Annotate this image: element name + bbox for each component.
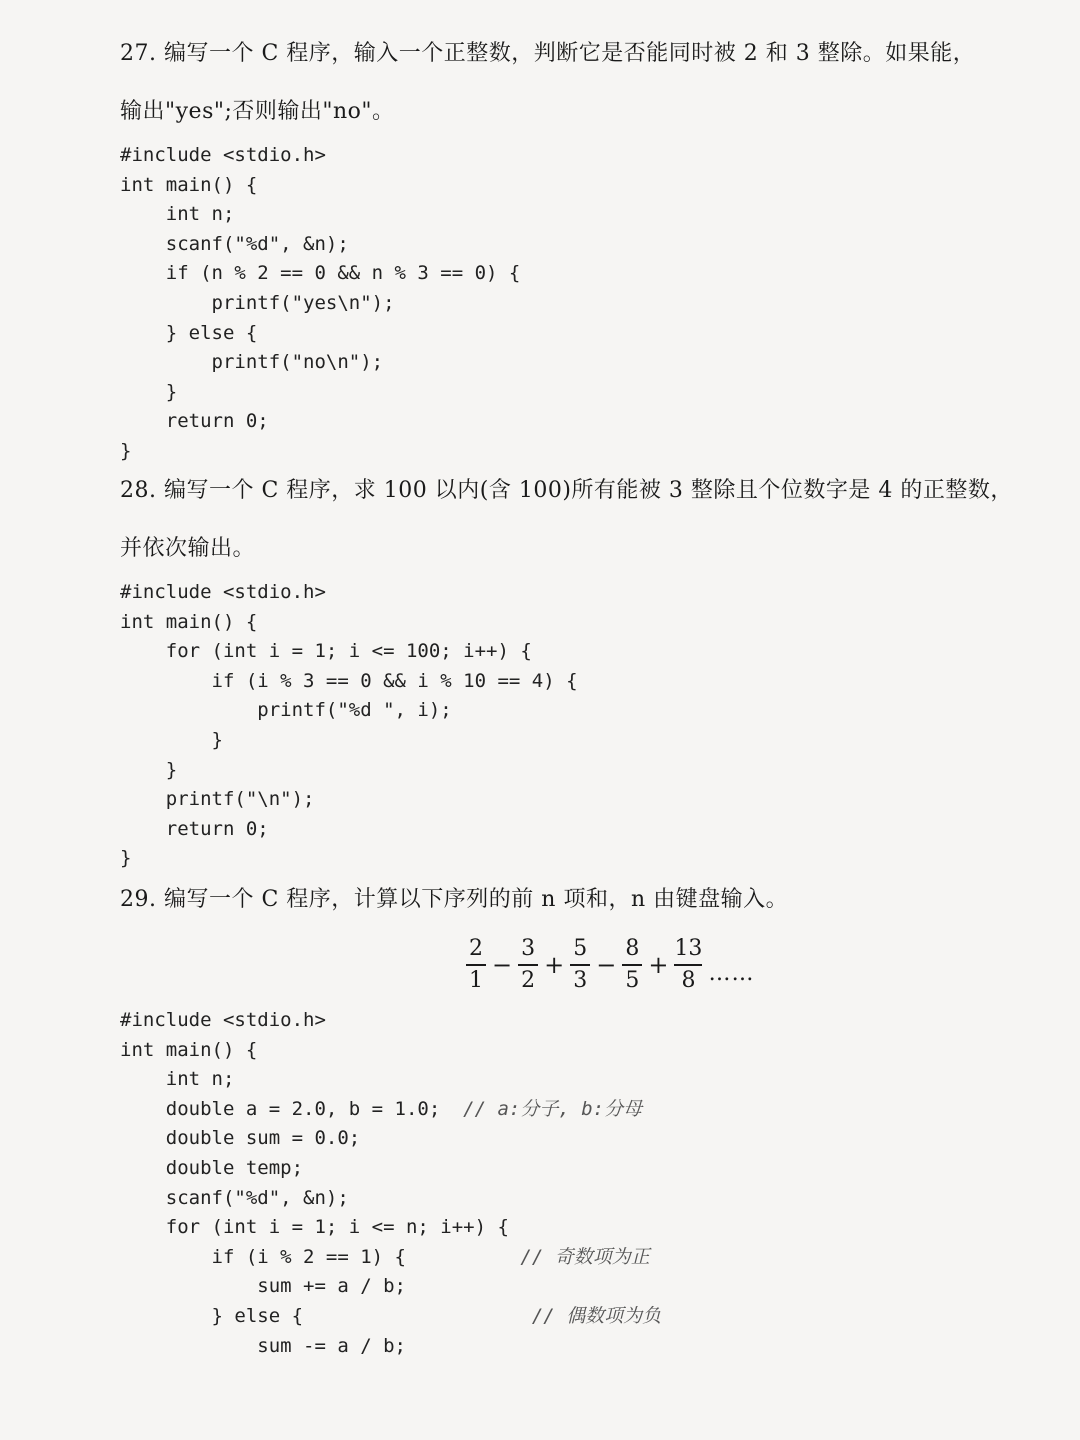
question-28-line-2: 并依次输出。	[120, 536, 256, 561]
code-line	[120, 608, 578, 638]
fraction-bar	[466, 964, 486, 966]
code-line	[120, 289, 520, 319]
denominator: 2	[521, 968, 536, 993]
code-text: }	[120, 728, 223, 751]
code-line	[120, 1302, 661, 1332]
code-text: }	[120, 380, 178, 403]
code-text: return 0;	[120, 817, 269, 840]
code-comment: // 奇数项为正	[520, 1245, 650, 1268]
code-line	[120, 726, 578, 756]
code-line	[120, 785, 578, 815]
code-line	[120, 141, 520, 171]
code-line	[120, 756, 578, 786]
question-27-line-2: 输出"yes";否则输出"no"。	[120, 99, 395, 124]
code-text: #include <stdio.h>	[120, 1009, 326, 1031]
code-text: return 0;	[120, 410, 269, 433]
denominator: 5	[625, 968, 640, 993]
code-text: int n;	[120, 203, 235, 226]
code-text: scanf("%d", &n);	[120, 232, 349, 255]
code-line	[120, 319, 520, 349]
denominator: 3	[573, 968, 588, 993]
code-line	[120, 1036, 661, 1066]
code-text: for (int i = 1; i <= 100; i++) {	[120, 640, 532, 663]
code-line	[120, 844, 578, 874]
numerator: 8	[625, 936, 640, 961]
code-block-28	[120, 578, 578, 874]
code-line	[120, 578, 578, 608]
numerator: 5	[573, 936, 588, 961]
code-text: printf("\n");	[120, 788, 315, 811]
ellipsis: ……	[708, 961, 755, 986]
code-text: if (i % 2 == 1) {	[120, 1245, 521, 1268]
code-text: int main() {	[120, 1038, 258, 1061]
code-line	[120, 667, 578, 697]
code-text: double temp;	[120, 1156, 304, 1179]
code-line	[120, 378, 520, 408]
fraction-term-3	[566, 936, 594, 994]
question-28-line-1: 28. 编写一个 C 程序，求 100 以内(含 100)所有能被 3 整除且个位数字是 4 的正整数，	[120, 478, 1013, 503]
denominator: 1	[469, 968, 483, 993]
code-text: }	[120, 758, 178, 781]
code-text: int n;	[120, 1068, 235, 1091]
series-formula	[462, 936, 754, 994]
code-text: if (i % 3 == 0 && i % 10 == 4) {	[120, 669, 578, 692]
code-line	[120, 1213, 661, 1243]
code-block-27	[120, 141, 520, 467]
fraction-term-1	[462, 936, 490, 994]
code-line	[120, 815, 578, 845]
fraction-term-4	[618, 936, 646, 994]
question-29-line-1: 29. 编写一个 C 程序，计算以下序列的前 n 项和，n 由键盘输入。	[120, 887, 789, 912]
numerator: 2	[469, 936, 483, 961]
code-line	[120, 696, 578, 726]
code-line	[120, 1243, 661, 1273]
code-text: printf("yes\n");	[120, 291, 395, 314]
question-27-line-1: 27. 编写一个 C 程序，输入一个正整数，判断它是否能同时被 2 和 3 整除。如果能，	[120, 41, 976, 66]
operator: +	[648, 951, 669, 979]
code-line	[120, 637, 578, 667]
code-text: } else {	[120, 1304, 532, 1327]
code-line	[120, 171, 520, 201]
fraction-term-5	[670, 936, 706, 994]
denominator: 8	[681, 968, 696, 993]
code-text: printf("no\n");	[120, 351, 384, 374]
code-text: sum -= a / b;	[120, 1334, 406, 1357]
code-text: sum += a / b;	[120, 1275, 406, 1298]
code-line	[120, 259, 520, 289]
code-line	[120, 348, 520, 378]
code-line	[120, 1154, 661, 1184]
code-line	[120, 200, 520, 230]
code-line	[120, 437, 520, 467]
code-text: printf("%d ", i);	[120, 699, 452, 722]
code-line	[120, 1065, 661, 1095]
code-text: #include <stdio.h>	[120, 144, 326, 166]
operator: −	[492, 951, 513, 979]
code-text: }	[120, 847, 132, 870]
code-line	[120, 1095, 661, 1125]
code-text: int main() {	[120, 173, 258, 196]
code-comment: // a:分子, b:分母	[463, 1097, 643, 1120]
code-text: for (int i = 1; i <= n; i++) {	[120, 1216, 509, 1239]
numerator: 3	[521, 936, 536, 961]
code-text: } else {	[120, 321, 258, 344]
code-line	[120, 1272, 661, 1302]
code-text: int main() {	[120, 610, 258, 633]
code-text: #include <stdio.h>	[120, 581, 326, 603]
fraction-bar	[518, 964, 538, 966]
code-text: double a = 2.0, b = 1.0;	[120, 1097, 464, 1120]
numerator: 13	[674, 936, 703, 961]
fraction-bar	[622, 964, 642, 966]
code-text: if (n % 2 == 0 && n % 3 == 0) {	[120, 262, 521, 285]
code-line	[120, 407, 520, 437]
fraction-bar	[674, 964, 702, 966]
code-text: scanf("%d", &n);	[120, 1186, 349, 1209]
code-line	[120, 1124, 661, 1154]
operator: +	[544, 951, 565, 979]
code-line	[120, 230, 520, 260]
code-text: }	[120, 439, 132, 462]
code-line	[120, 1332, 661, 1362]
code-text: double sum = 0.0;	[120, 1127, 361, 1150]
code-block-29	[120, 1006, 661, 1361]
operator: −	[596, 951, 617, 979]
fraction-bar	[570, 964, 590, 966]
code-line	[120, 1184, 661, 1214]
fraction-term-2	[514, 936, 542, 994]
code-comment: // 偶数项为负	[531, 1304, 662, 1327]
code-line	[120, 1006, 661, 1036]
